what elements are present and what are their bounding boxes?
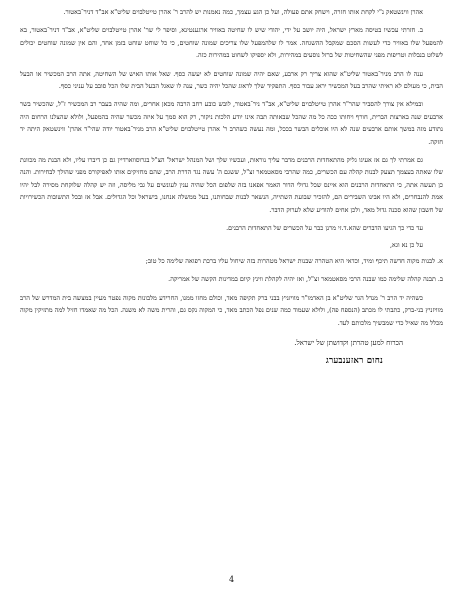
page-number: 4 bbox=[228, 575, 235, 584]
paragraph-2: ב. חזרתי עכשיו בטיסה מארץ ישראל, היה יושב על ידי, יהודי שיש לו שחיטה באוויר ארגענטינא, וסיפר לי שר' אהרן טייטלבוים שליט"א, אב"ד דניר־באטור, בא להמפעל שלו באוויר כדי לעשות הסכם שמקבל ההשגחה. אמר לו שלהמפעל שלו צריכים שמונה שוחטים, כי כל שוחט שוחט בזמן אחד, והם אין שמונה שוחטים יכולים לשלוט בנבלות וטריפות מפני שהשחיטות של ברזל נוסעים במהירות, ולא יספיקו לשחוט במהירות כזה. bbox=[20, 26, 443, 60]
paragraph-3: ענה לו הרב מניר־באטור שליט"א שהוא צריך רק ארבע, שאם יהיה שמונה שוחטים לא יעשה כסף. שאל אותו האיש של השחיטה, אתה הרב המכשיר או הבעל הבית, כי מעולם לא ראיתי שהרב בעל המכשיר יראג עבור כסף. התפקיד שלך לראוג שהכל יהיה כשר, ענה לו שאגל הבעל הבית שלו הכל סובב על עניני כסף. bbox=[20, 69, 443, 91]
list-item-b: ב. תבנה קהלה שלימה כמו שבנה הרבי מסאטמאר זצ"ל, ואז יהיה לקהלת ווינץ קיום במדינות הקשה של אמריקה. bbox=[168, 275, 443, 284]
closing-line: הכרוח למען טהרתן וקדושתן של ישראל. bbox=[294, 338, 403, 347]
intro-line: על כן נא וגא, bbox=[390, 240, 423, 249]
paragraph-5: גם אמרתי לך גם אז אעיגו גליק מהתאחדות הרבנים מדבר עליך נוראות, ועכשיו שלך ושל המנהל ישראל' הצ"ל בגרוסווארדיין גם כן דיברו עליו, ולא הבנת מה מכוונת שלו שאתה בעצמך תצעק לבנות קהלה עם הכשרים, כמה שהרבי מסאטמאר זצ"ל, ששגם ה' עשה נגד הדרת הרב, שהם מחזיקים אותו לאפיקורס מפני שהולך לבחירות. והנה כן תעשה אתה, כי התאחדות הרבנים הוא איינס שכל גדולי הדור האמר אפאנו בזה שלפום הכל שהיה ענין לעונשים על גבי מליסה, וזה יש קהלה שלוקחת מסירה לבל יהיו אמת להנבחרים, ולא היו אבינו השבירים הם, להזכיר שבועת השתייה, הנשאר לבנות שבחותנו, בעל ממשלה אנחנו, בישראל וכל הגדולים. אבל אז ובכל התשובות הכשירויות של חשבון שהוא סכנה גדול מאד, ולכן אחים להודיע שלא לערוק הדבר. bbox=[20, 156, 443, 214]
paragraph-4: ובמילא אין צורך להסביר שהר"ר אהרן טייטלבוים שליט"א, אב"ד ניר־באטור, לובש כובע רחב הרבה מכאן אחרים, ומה שהיה בעבר רב המכשיר ז"ל, שהכשיר בשר ארבעים שנה בארצות הברית, חורף ויחותו ככה כל מה שהכל שבאותה תבה אינו יודע הלכות ניקור, רק הוא סמך על איזה מכשר שהיה בהמפעל, ולולא שהצלנו הרחום היה נתודע מזה במשך אותם ארבעים שנה לא היו אוכלים הבשר בככל, ומה נעשה כשהרב ר' אהרן טייטלבוים שליט"א הרב מניר־באטור יודה שהי"ד אהרן' ווינשטאק היתה יד חזקה. bbox=[20, 100, 443, 146]
paragraph-6: עד כדי כך הגיעו הדברים שהא.ד.זי מרנן כבר על הכשרים של התאחדות הרבנים. bbox=[226, 224, 423, 233]
paragraph-1: אהרן ווינשטאק נ"י לקחת אותו חזרה, וישחק אתם פעולה, ועל כן הגע עצמך, כמה נאמנות יש להרב ר' אהרן טייטלבוים שליט"א אב"ד דניר־באטור. bbox=[63, 8, 423, 16]
final-paragraph: כשהיה יד הרב ר' מנדל הגר שליט"א בן האדמו"ר מוויזניץ בבני ברק תקיפה מאד, וכולם מחזו ממנו, החרידע מלבונות מקוה נפטר מעיין במצשה בית המדרש של הרב מוויזניץ בני-ברק, כתבתי לו מכתב (הנספח פה), ולולא שעמוד כמה שנים נפל הכתב מאד, כי המקוה נקס גם, והרית משה לא משנה. הכל מה שאמדו חזיל למה מתזיקין מקוה מכלל מה שאיל כדי שמבשיך מלכותם לעד. bbox=[20, 293, 443, 327]
signature: נחום ראזענבערג bbox=[325, 355, 383, 366]
list-item-a: א. לבנות מקוה חדשה תיכף ומיד, וכדאי היא הטהרה שבנות ישראל מטהרות בזה שיחול עליו ברכת רפואה שלימה כל טוב; bbox=[145, 256, 443, 265]
